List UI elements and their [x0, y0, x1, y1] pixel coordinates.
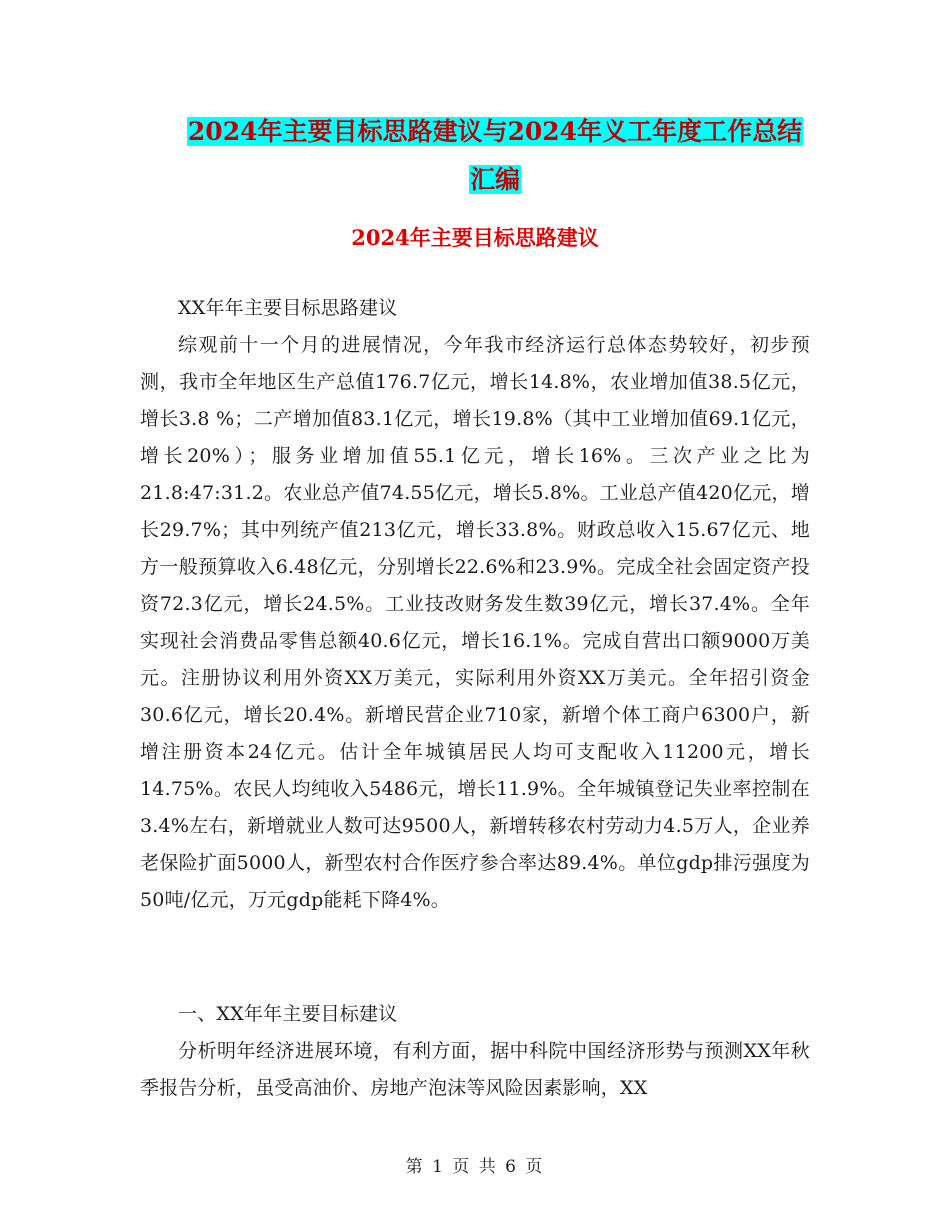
- page-number-footer: 第 1 页 共 6 页: [405, 1157, 545, 1177]
- paragraph-overview: 综观前十一个月的进展情况，今年我市经济运行总体态势较好，初步预测，我市全年地区生产总值176.7亿元，增长14.8%，农业增加值38.5亿元，增长3.8 %；二产增加值83.1亿元，增长19.8%（其中工业增加值69.1亿元，增长20%）；服务业增加值55.1亿元，增长16%。三次产业之比为21.8:47:31.2。农业总产值74.55亿元，增长5.8%。工业总产值420亿元，增长29.7%；其中列统产值213亿元，增长33.8%。财政总收入15.67亿元、地方一般预算收入6.48亿元，分别增长22.6%和23.9%。完成全社会固定资产投资72.3亿元，增长24.5%。工业技改财务发生数39亿元，增长37.4%。全年实现社会消费品零售总额40.6亿元，增长16.1%。完成自营出口额9000万美元。注册协议利用外资XX万美元，实际利用外资XX万美元。全年招引资金30.6亿元，增长20.4%。新增民营企业710家，新增个体工商户6300户，新增注册资本24亿元。估计全年城镇居民人均可支配收入11200元，增长14.75%。农民人均纯收入5486元，增长11.9%。全年城镇登记失业率控制在3.4%左右，新增就业人数可达9500人，新增转移农村劳动力4.5万人，企业养老保险扩面5000人，新型农村合作医疗参合率达89.4%。单位gdp排污强度为50吨/亿元，万元gdp能耗下降4%。: [140, 334, 810, 911]
- paragraph-analysis: 分析明年经济进展环境，有利方面，据中科院中国经济形势与预测XX年秋季报告分析，虽受高油价、房地产泡沫等风险因素影响，XX: [140, 1040, 810, 1099]
- document-title-line-2: 汇编: [469, 165, 520, 194]
- paragraph-heading-1: 一、XX年年主要目标建议: [178, 1003, 398, 1025]
- document-title-line-1: 2024年主要目标思路建议与2024年义工年度工作总结: [187, 117, 803, 146]
- document-body-part-2: [140, 996, 810, 1107]
- document-title: [140, 108, 850, 204]
- section-title: 2024年主要目标思路建议: [351, 225, 599, 250]
- document-body-part-1: [140, 290, 810, 919]
- paragraph-subtitle: XX年年主要目标思路建议: [178, 297, 398, 319]
